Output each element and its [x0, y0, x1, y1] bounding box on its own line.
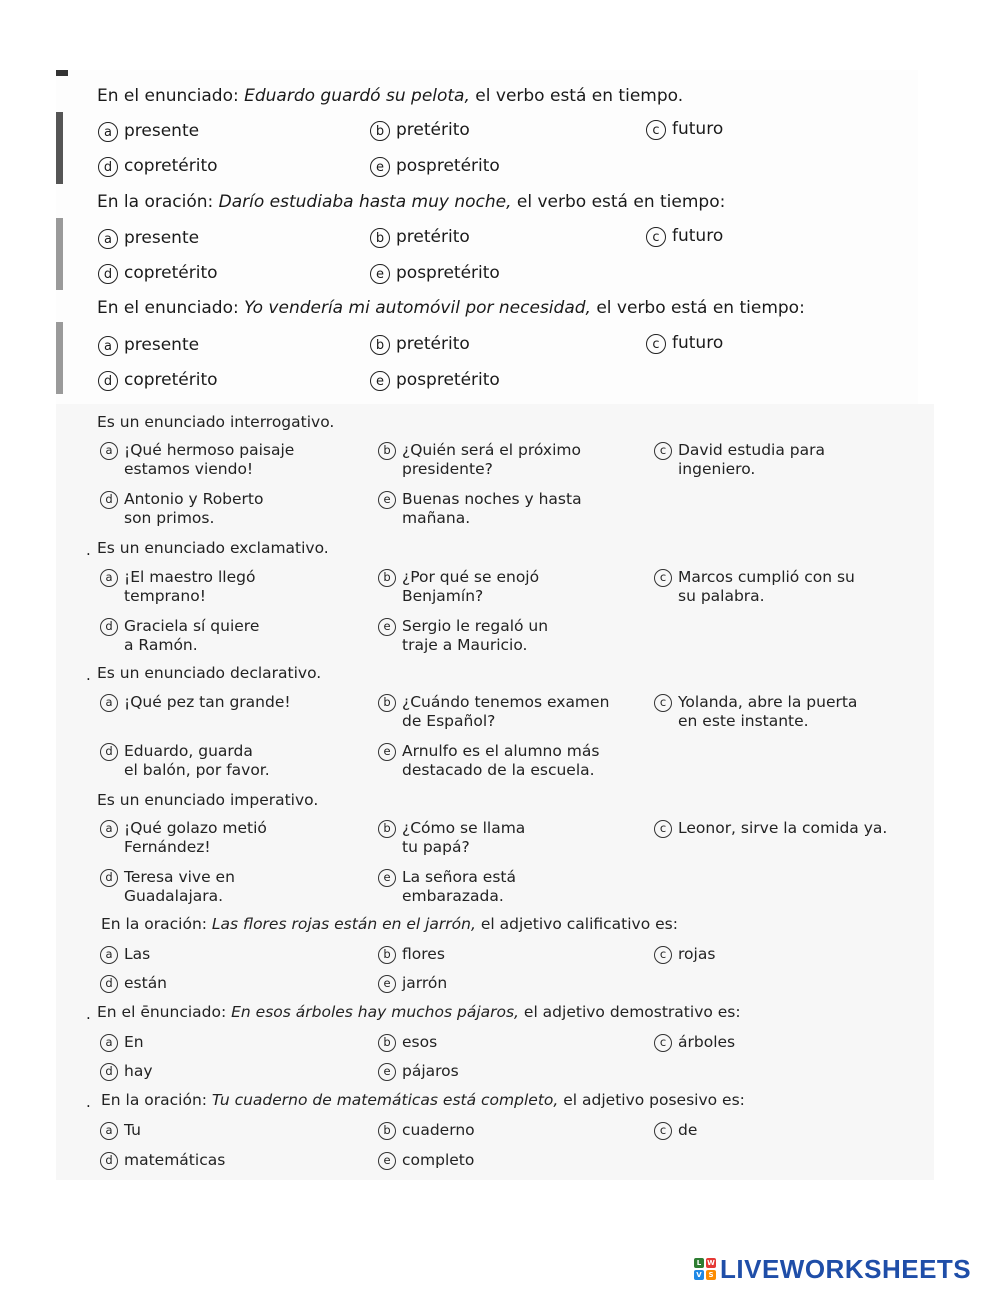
stray-mark: . [86, 541, 91, 559]
option-e[interactable]: e Buenas noches y hasta mañana. [378, 490, 582, 528]
option-e[interactable]: e pospretérito [370, 156, 500, 177]
option-letter-circle: d [100, 869, 118, 887]
option-c[interactable]: c Marcos cumplió con su su palabra. [654, 568, 855, 606]
option-letter-circle: b [378, 946, 396, 964]
option-d[interactable]: d hay [100, 1062, 153, 1081]
option-d[interactable]: d matemáticas [100, 1151, 225, 1170]
option-letter-circle: c [646, 227, 666, 247]
option-a[interactable]: a presente [98, 335, 199, 356]
option-e[interactable]: e Arnulfo es el alumno más destacado de la escuela. [378, 742, 599, 780]
option-letter-circle: b [378, 442, 396, 460]
scan-corner-mark [56, 70, 68, 76]
option-b[interactable]: b ¿Por qué se enojó Benjamín? [378, 568, 539, 606]
question-prompt: En el ēnunciado: En esos árboles hay muchos pájaros, el adjetivo demostrativo es: [97, 1003, 741, 1021]
option-c[interactable]: c futuro [646, 119, 723, 140]
option-letter-circle: a [98, 229, 118, 249]
option-letter-circle: d [98, 157, 118, 177]
option-e[interactable]: e La señora está embarazada. [378, 868, 516, 906]
option-c[interactable]: c David estudia para ingeniero. [654, 441, 825, 479]
question-prompt: Es un enunciado imperativo. [97, 791, 319, 809]
option-b[interactable]: b pretérito [370, 334, 470, 355]
option-b[interactable]: b cuaderno [378, 1121, 475, 1140]
option-letter-circle: c [654, 1034, 672, 1052]
option-letter-circle: b [378, 1034, 396, 1052]
option-c[interactable]: c Leonor, sirve la comida ya. [654, 819, 887, 838]
option-e[interactable]: e Sergio le regaló un traje a Mauricio. [378, 617, 548, 655]
option-letter-circle: a [100, 442, 118, 460]
question-prompt: En la oración: Tu cuaderno de matemáticas está completo, el adjetivo posesivo es: [101, 1091, 745, 1109]
option-a[interactable]: a En [100, 1033, 144, 1052]
option-b[interactable]: b pretérito [370, 227, 470, 248]
option-a[interactable]: a ¡El maestro llegó temprano! [100, 568, 255, 606]
question-prompt: Es un enunciado interrogativo. [97, 413, 335, 431]
option-b[interactable]: b esos [378, 1033, 437, 1052]
option-a[interactable]: a presente [98, 121, 199, 142]
option-b[interactable]: b ¿Quién será el próximo presidente? [378, 441, 581, 479]
option-letter-circle: b [370, 335, 390, 355]
option-letter-circle: b [378, 820, 396, 838]
option-letter-circle: e [378, 869, 396, 887]
option-c[interactable]: c Yolanda, abre la puerta en este instante. [654, 693, 857, 731]
option-a[interactable]: a ¡Qué pez tan grande! [100, 693, 291, 712]
option-c[interactable]: c de [654, 1121, 697, 1140]
option-letter-circle: c [646, 334, 666, 354]
option-c[interactable]: c futuro [646, 333, 723, 354]
option-b[interactable]: b ¿Cómo se llama tu papá? [378, 819, 525, 857]
option-letter-circle: c [654, 569, 672, 587]
option-letter-circle: a [100, 946, 118, 964]
option-d[interactable]: d copretérito [98, 156, 218, 177]
scan-edge-bar [56, 322, 63, 394]
option-letter-circle: a [100, 569, 118, 587]
option-b[interactable]: b ¿Cuándo tenemos examen de Español? [378, 693, 609, 731]
question-prompt: Es un enunciado declarativo. [97, 664, 322, 682]
option-letter-circle: e [378, 1152, 396, 1170]
question-prompt: En el enunciado: Eduardo guardó su pelota, el verbo está en tiempo. [97, 86, 684, 106]
option-letter-circle: d [100, 491, 118, 509]
option-letter-circle: e [378, 1063, 396, 1081]
option-letter-circle: a [100, 1122, 118, 1140]
question-prompt: En la oración: Las flores rojas están en el jarrón, el adjetivo calificativo es: [101, 915, 678, 933]
question-prompt: En el enunciado: Yo vendería mi automóvil por necesidad, el verbo está en tiempo: [97, 298, 805, 318]
liveworksheets-logo [694, 1252, 971, 1286]
option-letter-circle: d [100, 743, 118, 761]
option-letter-circle: a [98, 122, 118, 142]
question-prompt: En la oración: Darío estudiaba hasta muy noche, el verbo está en tiempo: [97, 192, 726, 212]
stray-mark: . [86, 666, 91, 684]
option-a[interactable]: a ¡Qué golazo metió Fernández! [100, 819, 267, 857]
option-letter-circle: d [100, 1063, 118, 1081]
option-d[interactable]: d Teresa vive en Guadalajara. [100, 868, 235, 906]
scan-edge-bar [56, 112, 63, 184]
option-letter-circle: c [646, 120, 666, 140]
option-a[interactable]: a presente [98, 228, 199, 249]
option-letter-circle: b [378, 694, 396, 712]
option-c[interactable]: c árboles [654, 1033, 735, 1052]
option-d[interactable]: d Eduardo, guarda el balón, por favor. [100, 742, 270, 780]
logo-text: LIVEWORKSHEETS [720, 1253, 972, 1284]
option-e[interactable]: e pájaros [378, 1062, 459, 1081]
option-a[interactable]: a Las [100, 945, 150, 964]
option-a[interactable]: a ¡Qué hermoso paisaje estamos viendo! [100, 441, 294, 479]
option-letter-circle: e [378, 975, 396, 993]
option-letter-circle: b [378, 1122, 396, 1140]
option-letter-circle: d [100, 975, 118, 993]
option-letter-circle: b [370, 121, 390, 141]
scan-edge-bar [56, 218, 63, 290]
option-letter-circle: d [100, 1152, 118, 1170]
option-letter-circle: b [378, 569, 396, 587]
option-letter-circle: d [100, 618, 118, 636]
option-d[interactable]: d Graciela sí quiere a Ramón. [100, 617, 259, 655]
option-letter-circle: c [654, 820, 672, 838]
option-d[interactable]: d están [100, 974, 167, 993]
option-d[interactable]: d copretérito [98, 370, 218, 391]
option-letter-circle: e [370, 264, 390, 284]
option-letter-circle: e [370, 371, 390, 391]
option-letter-circle: c [654, 442, 672, 460]
option-letter-circle: e [378, 743, 396, 761]
stray-mark: . [86, 1093, 91, 1111]
question-prompt: Es un enunciado exclamativo. [97, 539, 329, 557]
option-c[interactable]: c rojas [654, 945, 715, 964]
option-b[interactable]: b flores [378, 945, 445, 964]
option-letter-circle: c [654, 694, 672, 712]
option-letter-circle: c [654, 946, 672, 964]
option-letter-circle: a [100, 1034, 118, 1052]
option-d[interactable]: d Antonio y Roberto son primos. [100, 490, 264, 528]
option-letter-circle: a [98, 336, 118, 356]
option-c[interactable]: c futuro [646, 226, 723, 247]
option-letter-circle: d [98, 264, 118, 284]
option-letter-circle: a [100, 694, 118, 712]
option-e[interactable]: e pospretérito [370, 370, 500, 391]
option-d[interactable]: d copretérito [98, 263, 218, 284]
stray-mark: . [86, 1005, 91, 1023]
option-e[interactable]: e jarrón [378, 974, 447, 993]
option-e[interactable]: e pospretérito [370, 263, 500, 284]
option-letter-circle: e [378, 491, 396, 509]
option-letter-circle: e [370, 157, 390, 177]
logo-grid-icon: L W V S [694, 1258, 716, 1280]
option-letter-circle: b [370, 228, 390, 248]
option-letter-circle: e [378, 618, 396, 636]
option-letter-circle: d [98, 371, 118, 391]
option-letter-circle: c [654, 1122, 672, 1140]
option-letter-circle: a [100, 820, 118, 838]
option-e[interactable]: e completo [378, 1151, 474, 1170]
option-b[interactable]: b pretérito [370, 120, 470, 141]
option-a[interactable]: a Tu [100, 1121, 141, 1140]
